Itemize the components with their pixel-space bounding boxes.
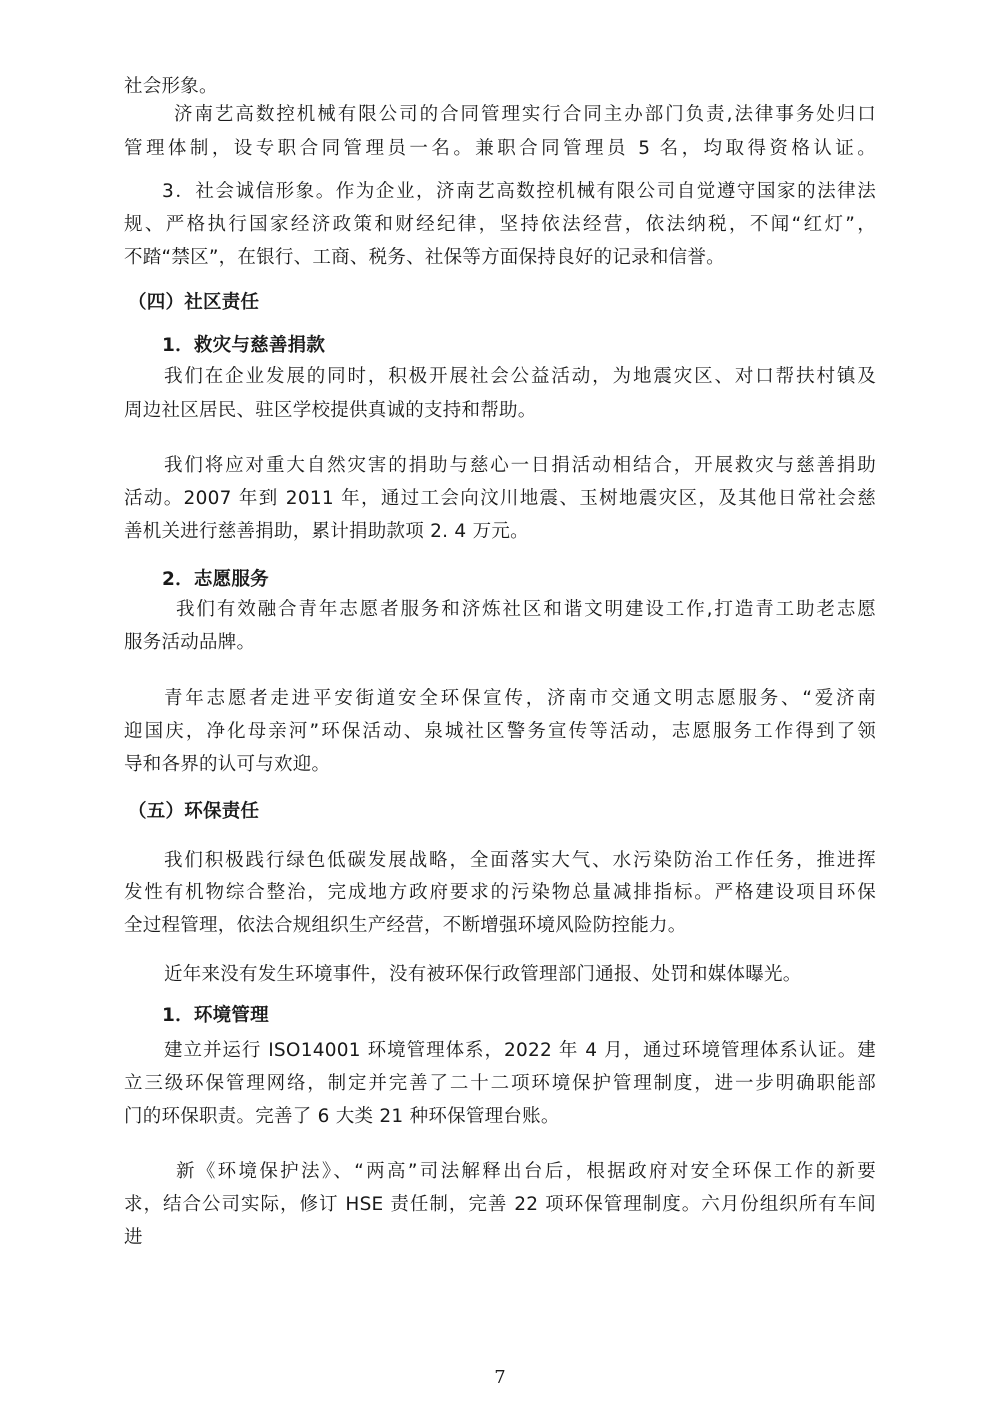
section-heading: （四）社区责任: [128, 292, 260, 313]
page-number: 7: [494, 1367, 506, 1388]
paragraph-line: 不踏“禁区”，在银行、工商、税务、社保等方面保持良好的记录和信誉。: [124, 247, 725, 268]
paragraph-line: 迎国庆，净化母亲河”环保活动、泉城社区警务宣传等活动，志愿服务工作得到了领: [124, 721, 876, 742]
paragraph-line: 活动。2007 年到 2011 年，通过工会向汶川地震、玉树地震灾区，及其他日常社会慈: [124, 488, 876, 509]
paragraph-line: 青年志愿者走进平安街道安全环保宣传，济南市交通文明志愿服务、“爱济南: [164, 688, 876, 709]
paragraph-line: 建立并运行 ISO14001 环境管理体系，2022 年 4 月，通过环境管理体系认证。建: [164, 1040, 876, 1061]
paragraph-line: 服务活动品牌。: [124, 632, 256, 653]
subsection-heading: 1．环境管理: [162, 1005, 269, 1026]
section-heading: （五）环保责任: [128, 801, 260, 822]
paragraph-line: 善机关进行慈善捐助，累计捐助款项 2. 4 万元。: [124, 521, 529, 542]
paragraph-line: 近年来没有发生环境事件，没有被环保行政管理部门通报、处罚和媒体曝光。: [164, 964, 802, 985]
paragraph-line: 我们在企业发展的同时，积极开展社会公益活动，为地震灾区、对口帮扶村镇及: [164, 366, 876, 387]
paragraph-line: 我们积极践行绿色低碳发展战略，全面落实大气、水污染防治工作任务，推进挥: [164, 850, 876, 871]
paragraph-line: 求，结合公司实际，修订 HSE 责任制，完善 22 项环保管理制度。六月份组织所有车间: [124, 1194, 876, 1215]
paragraph-line: 管理体制，设专职合同管理员一名。兼职合同管理员 5 名，均取得资格认证。: [124, 138, 876, 159]
paragraph-line: 发性有机物综合整治，完成地方政府要求的污染物总量减排指标。严格建设项目环保: [124, 882, 876, 903]
paragraph-line: 新《环境保护法》、“两高”司法解释出台后，根据政府对安全环保工作的新要: [176, 1161, 876, 1182]
paragraph-line: 社会形象。: [124, 76, 218, 97]
paragraph-line: 进: [124, 1227, 143, 1248]
paragraph-line: 导和各界的认可与欢迎。: [124, 754, 331, 775]
paragraph-line: 3．社会诚信形象。作为企业，济南艺高数控机械有限公司自觉遵守国家的法律法: [162, 181, 876, 202]
subsection-heading: 1．救灾与慈善捐款: [162, 335, 326, 356]
paragraph-line: 门的环保职责。完善了 6 大类 21 种环保管理台账。: [124, 1106, 560, 1127]
paragraph-line: 我们将应对重大自然灾害的捐助与慈心一日捐活动相结合，开展救灾与慈善捐助: [164, 455, 876, 476]
paragraph-line: 全过程管理，依法合规组织生产经营，不断增强环境风险防控能力。: [124, 915, 687, 936]
paragraph-line: 济南艺高数控机械有限公司的合同管理实行合同主办部门负责,法律事务处归口: [174, 104, 876, 125]
paragraph-line: 我们有效融合青年志愿者服务和济炼社区和谐文明建设工作,打造青工助老志愿: [176, 599, 876, 620]
paragraph-line: 规、严格执行国家经济政策和财经纪律，坚持依法经营，依法纳税，不闻“红灯”，: [124, 214, 876, 235]
subsection-heading: 2．志愿服务: [162, 569, 269, 590]
paragraph-line: 立三级环保管理网络，制定并完善了二十二项环境保护管理制度，进一步明确职能部: [124, 1073, 876, 1094]
paragraph-line: 周边社区居民、驻区学校提供真诚的支持和帮助。: [124, 400, 537, 421]
